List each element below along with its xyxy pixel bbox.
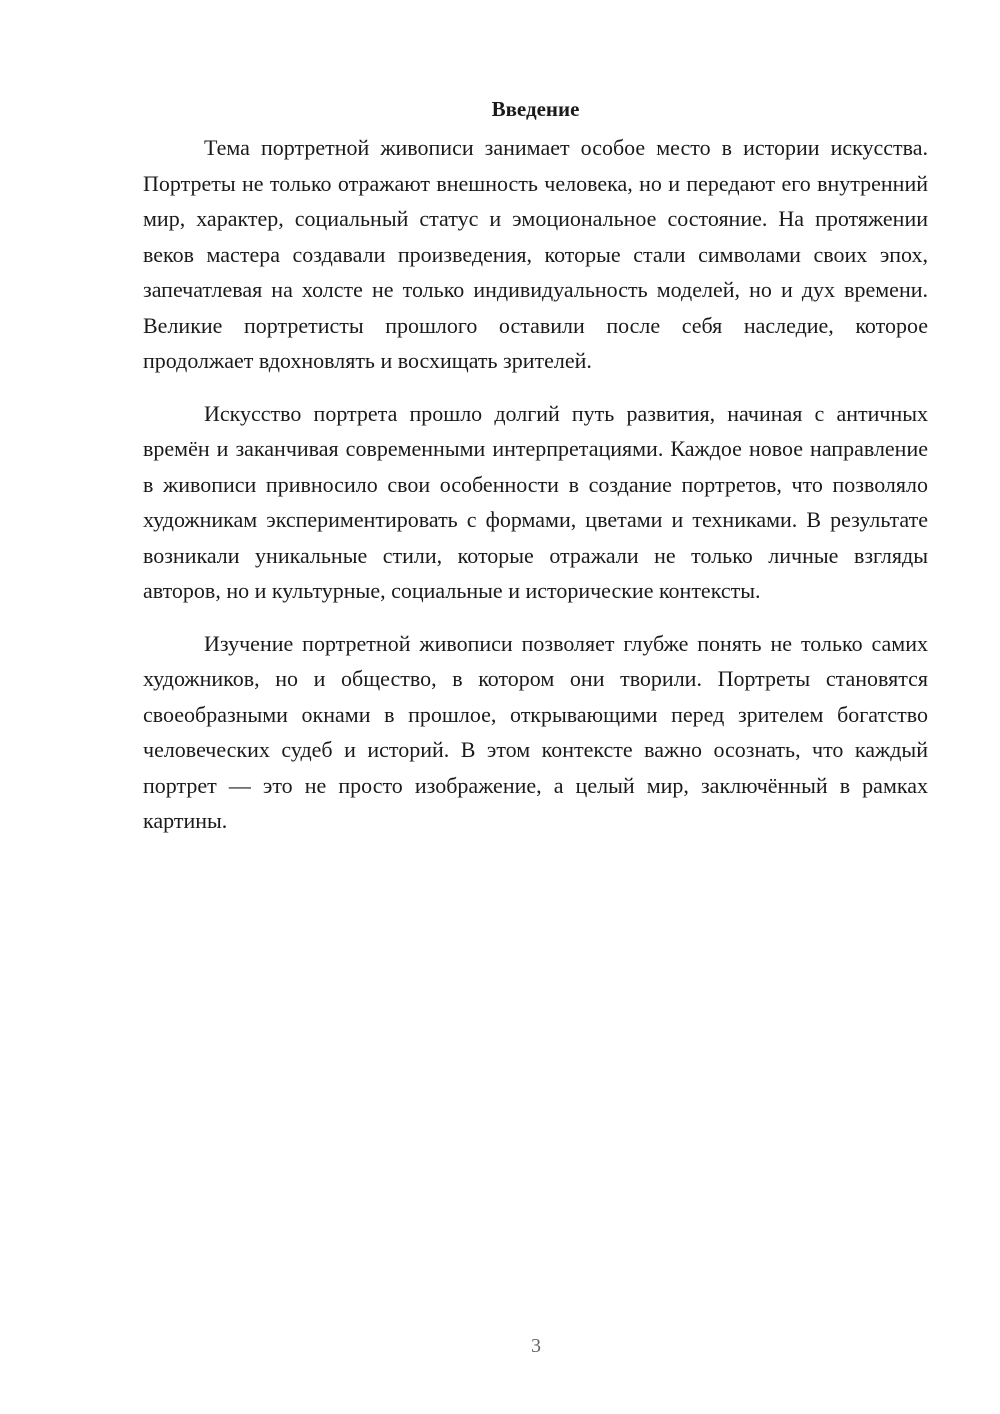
page-content: [143, 94, 928, 856]
paragraph-3: Изучение портретной живописи позволяет глубже понять не только самих художников, но и общество, в котором они творили. Портреты становятся своеобразными окнами в прошлое, открывающими перед зрителем богатство человеческих судеб и историй. В этом контексте важно осознать, что каждый портрет — это не просто изображение, а целый мир, заключённый в рамках картины.: [143, 630, 928, 833]
paragraph-1: Тема портретной живописи занимает особое место в истории искусства. Портреты не только отражают внешность человека, но и передают его внутренний мир, характер, социальный статус и эмоциональное состояние. На протяжении веков мастера создавали произведения, которые стали символами своих эпох, запечатлевая на холсте не только индивидуальность моделей, но и дух времени. Великие портретисты прошлого оставили после себя наследие, которое продолжает вдохновлять и восхищать зрителей.: [143, 135, 928, 373]
paragraph-2: Искусство портрета прошло долгий путь развития, начиная с античных времён и заканчивая современными интерпретациями. Каждое новое направление в живописи привносило свои особенности в создание портретов, что позволяло художникам экспериментировать с формами, цветами и техниками. В результате возникали уникальные стили, которые отражали не только личные взгляды авторов, но и культурные, социальные и исторические контексты.: [143, 400, 928, 603]
section-title: Введение: [491, 97, 580, 121]
page-number: 3: [531, 1335, 541, 1357]
